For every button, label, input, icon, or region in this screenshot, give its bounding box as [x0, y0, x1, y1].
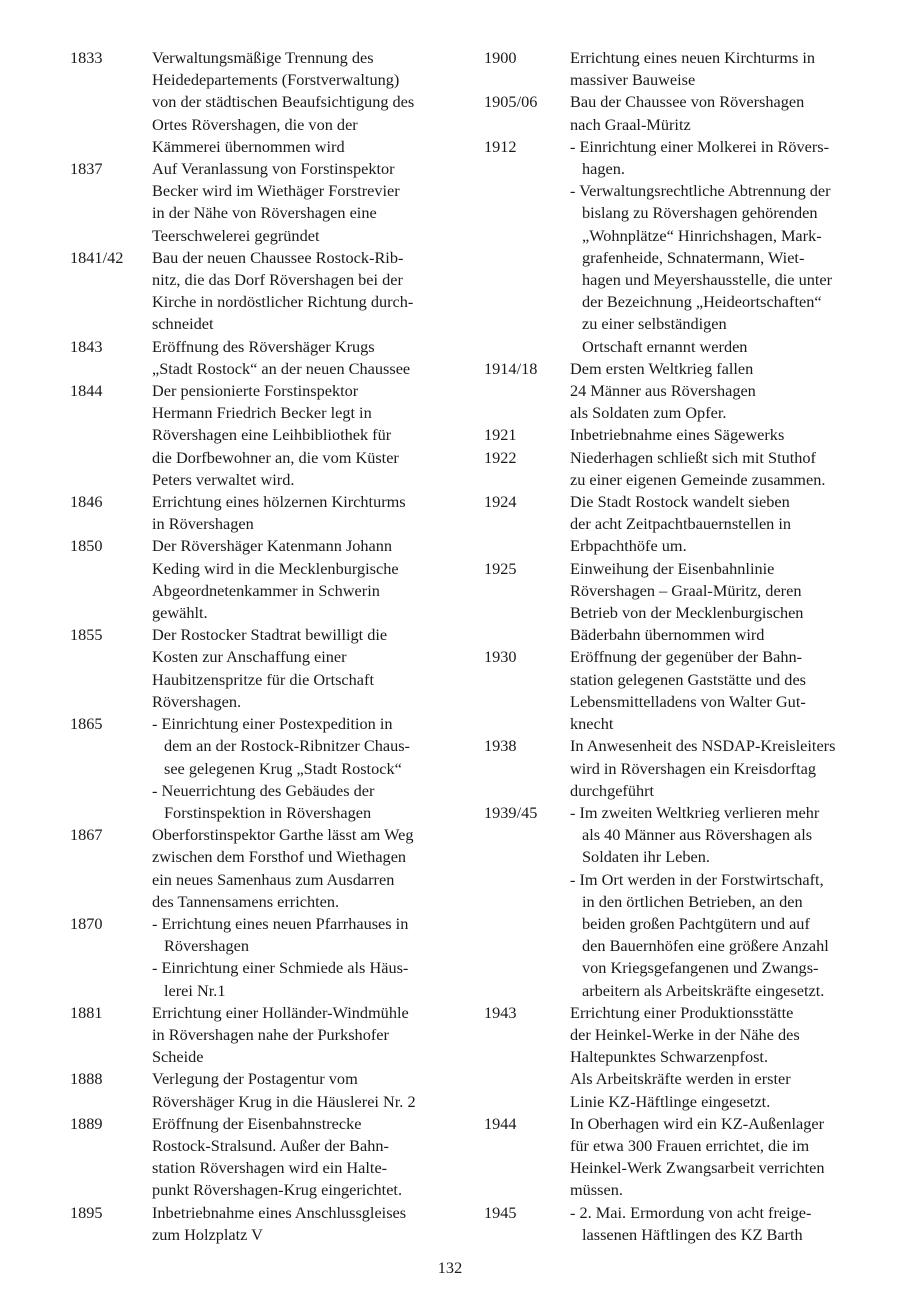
chronology-entry	[484, 91, 884, 135]
text-line: lerei Nr.1	[164, 980, 226, 1000]
entry-text	[570, 447, 884, 491]
text-line: Rövershagen	[164, 936, 249, 956]
entry-year: 1888	[70, 1069, 103, 1089]
text-line: Soldaten ihr Leben.	[582, 847, 710, 867]
chronology-entry	[70, 491, 460, 535]
text-line: - Neuerrichtung des Gebäudes der	[152, 780, 375, 800]
text-line: der acht Zeitpachtbauernstellen in	[570, 514, 792, 534]
text-line: schneidet	[152, 314, 214, 334]
text-line: In Oberhagen wird ein KZ-Außenlager	[570, 1113, 825, 1133]
right-column	[484, 47, 884, 1246]
entry-year: 1843	[70, 336, 103, 356]
entry-text	[570, 136, 884, 358]
text-line: Peters verwaltet wird.	[152, 469, 295, 489]
text-line: Scheide	[152, 1047, 204, 1067]
text-line: nach Graal-Müritz	[570, 114, 691, 134]
text-line: grafenheide, Schnatermann, Wiet-	[582, 247, 805, 267]
entry-year: 1945	[484, 1202, 517, 1222]
text-line: In Anwesenheit des NSDAP-Kreisleiters	[570, 736, 836, 756]
text-line: Verlegung der Postagentur vom	[152, 1069, 358, 1089]
text-line: Becker wird im Wiethäger Forstrevier	[152, 181, 400, 201]
text-line: Als Arbeitskräfte werden in erster	[570, 1069, 791, 1089]
text-line: Verwaltungsmäßige Trennung des	[152, 48, 374, 67]
chronology-entry	[484, 1002, 884, 1113]
text-line: „Stadt Rostock“ an der neuen Chaussee	[152, 358, 411, 378]
entry-text	[570, 491, 884, 558]
entry-paragraph	[570, 1113, 884, 1202]
chronology-entry	[484, 802, 884, 1002]
text-line: der Heinkel-Werke in der Nähe des	[570, 1024, 800, 1044]
chronology-entry	[70, 247, 460, 336]
text-line: zu einer eigenen Gemeinde zusammen.	[570, 469, 826, 489]
entry-year: 1841/42	[70, 247, 124, 267]
chronology-entry	[70, 1002, 460, 1069]
text-line: von der städtischen Beaufsichtigung des	[152, 92, 415, 112]
chronology-entry	[70, 624, 460, 713]
entry-paragraph	[152, 1068, 460, 1112]
text-line: Eröffnung der gegenüber der Bahn-	[570, 647, 803, 667]
entry-text	[152, 713, 460, 824]
text-line: zwischen dem Forsthof und Wiethagen	[152, 847, 407, 867]
text-line: Der pensionierte Forstinspektor	[152, 381, 359, 401]
entry-paragraph	[152, 380, 460, 491]
entry-year: 1924	[484, 492, 517, 512]
text-line: von Kriegsgefangenen und Zwangs-	[582, 958, 819, 978]
entry-year: 1889	[70, 1113, 103, 1133]
text-line: punkt Rövershagen-Krug eingerichtet.	[152, 1180, 403, 1200]
text-line: Inbetriebnahme eines Anschlussgleises	[152, 1202, 407, 1222]
entry-text	[152, 624, 460, 713]
chronology-entry	[70, 1202, 460, 1246]
entry-bullet	[152, 913, 460, 957]
text-line: zum Holzplatz V	[152, 1224, 263, 1244]
entry-paragraph	[570, 558, 884, 647]
entry-year: 1895	[70, 1202, 103, 1222]
entry-paragraph	[152, 535, 460, 624]
entry-text	[570, 802, 884, 1002]
entry-text	[152, 380, 460, 491]
entry-paragraph	[152, 824, 460, 913]
entry-year: 1938	[484, 736, 517, 756]
text-line: Niederhagen schließt sich mit Stuthof	[570, 447, 816, 467]
text-line: in Rövershagen	[152, 514, 254, 534]
text-line: Bäderbahn übernommen wird	[570, 625, 765, 645]
text-line: müssen.	[570, 1180, 623, 1200]
text-line: wird in Rövershagen ein Kreisdorftag	[570, 758, 816, 778]
entry-year: 1912	[484, 136, 517, 156]
entry-bullet	[570, 1202, 884, 1246]
text-line: Auf Veranlassung von Forstinspektor	[152, 159, 395, 179]
chronology-entry	[70, 1068, 460, 1112]
entry-text	[152, 913, 460, 1002]
entry-year: 1925	[484, 558, 517, 578]
text-line: Errichtung eines hölzernen Kirchturms	[152, 492, 406, 512]
chronology-entry	[70, 336, 460, 380]
text-line: Heinkel-Werk Zwangsarbeit verrichten	[570, 1158, 825, 1178]
text-line: in Rövershagen nahe der Purkshofer	[152, 1024, 389, 1044]
entry-bullet	[152, 957, 460, 1001]
text-line: in der Nähe von Rövershagen eine	[152, 203, 377, 223]
entry-year: 1867	[70, 825, 103, 845]
entry-year: 1833	[70, 48, 103, 67]
entry-paragraph	[152, 47, 460, 158]
entry-text	[570, 1002, 884, 1113]
entry-bullet	[570, 180, 884, 358]
text-line: des Tannensamens errichten.	[152, 891, 340, 911]
entry-text	[152, 158, 460, 247]
entry-paragraph	[570, 358, 884, 425]
entry-paragraph	[570, 735, 884, 802]
text-line: bislang zu Rövershagen gehörenden	[582, 203, 818, 223]
text-line: knecht	[570, 714, 614, 734]
entry-paragraph	[152, 1002, 460, 1069]
text-line: massiver Bauweise	[570, 70, 696, 90]
text-line: Der Rövershäger Katenmann Johann	[152, 536, 393, 556]
entry-text	[570, 646, 884, 735]
text-line: die Dorfbewohner an, die vom Küster	[152, 447, 399, 467]
text-line: - Errichtung eines neuen Pfarrhauses in	[152, 913, 409, 933]
text-line: Kämmerei übernommen wird	[152, 136, 345, 156]
text-line: Erbpachthöfe um.	[570, 536, 687, 556]
text-line: als 40 Männer aus Rövershagen als	[582, 825, 813, 845]
text-line: beiden großen Pachtgütern und auf	[582, 913, 810, 933]
text-line: als Soldaten zum Opfer.	[570, 403, 727, 423]
entry-paragraph	[570, 47, 884, 91]
entry-year: 1922	[484, 447, 517, 467]
entry-year: 1930	[484, 647, 517, 667]
chronology-entry	[70, 824, 460, 913]
text-line: Betrieb von der Mecklenburgischen	[570, 603, 804, 623]
entry-paragraph	[570, 646, 884, 735]
text-line: Forstinspektion in Rövershagen	[164, 802, 372, 822]
text-line: Bau der Chaussee von Rövershagen	[570, 92, 805, 112]
text-line: Rövershagen – Graal-Müritz, deren	[570, 580, 802, 600]
text-line: arbeitern als Arbeitskräfte eingesetzt.	[582, 980, 825, 1000]
entry-year: 1844	[70, 381, 103, 401]
chronology-entry	[484, 735, 884, 802]
text-line: - Im Ort werden in der Forstwirtschaft,	[570, 869, 824, 889]
text-line: nitz, die das Dorf Rövershagen bei der	[152, 270, 403, 290]
chronology-entry	[70, 1113, 460, 1202]
entry-paragraph	[570, 447, 884, 491]
entry-text	[570, 47, 884, 91]
entry-year: 1914/18	[484, 358, 538, 378]
entry-year: 1870	[70, 913, 103, 933]
left-column	[70, 47, 460, 1246]
text-line: der Bezeichnung „Heideortschaften“	[582, 292, 822, 312]
entry-year: 1865	[70, 714, 103, 734]
text-line: Rövershagen.	[152, 691, 242, 711]
entry-text	[152, 247, 460, 336]
entry-paragraph	[570, 1002, 884, 1113]
chronology-entry	[484, 47, 884, 91]
entry-paragraph	[570, 91, 884, 135]
text-line: - Verwaltungsrechtliche Abtrennung der	[570, 181, 831, 201]
text-line: - Im zweiten Weltkrieg verlieren mehr	[570, 802, 820, 822]
entry-text	[152, 47, 460, 158]
text-line: Haubitzenspritze für die Ortschaft	[152, 669, 374, 689]
text-line: - 2. Mai. Ermordung von acht freige-	[570, 1202, 812, 1222]
text-line: Oberforstinspektor Garthe lässt am Weg	[152, 825, 414, 845]
text-line: „Wohnplätze“ Hinrichshagen, Mark-	[582, 225, 822, 245]
text-line: Rostock-Stralsund. Außer der Bahn-	[152, 1135, 389, 1155]
text-line: 24 Männer aus Rövershagen	[570, 381, 756, 401]
page-number: 132	[437, 1258, 463, 1277]
entry-paragraph	[152, 247, 460, 336]
text-line: Der Rostocker Stadtrat bewilligt die	[152, 625, 388, 645]
text-line: Teerschwelerei gegründet	[152, 225, 320, 245]
text-line: ein neues Samenhaus zum Ausdarren	[152, 869, 395, 889]
text-line: Errichtung eines neuen Kirchturms in	[570, 48, 816, 67]
entry-paragraph	[152, 624, 460, 713]
entry-text	[152, 1202, 460, 1246]
entry-bullet	[570, 869, 884, 1002]
chronology-entry	[70, 535, 460, 624]
text-line: durchgeführt	[570, 780, 655, 800]
text-line: Kosten zur Anschaffung einer	[152, 647, 347, 667]
chronology-entry	[484, 447, 884, 491]
entry-year: 1921	[484, 425, 517, 445]
chronology-entry	[484, 558, 884, 647]
text-line: Haltepunktes Schwarzenpfost.	[570, 1047, 769, 1067]
entry-bullet	[570, 802, 884, 869]
chronology-entry	[484, 491, 884, 558]
text-line: Kirche in nordöstlicher Richtung durch-	[152, 292, 414, 312]
text-line: Lebensmittelladens von Walter Gut-	[570, 691, 806, 711]
text-line: Errichtung einer Holländer-Windmühle	[152, 1002, 409, 1022]
entry-text	[570, 735, 884, 802]
chronology-entry	[484, 1113, 884, 1202]
entry-text	[570, 424, 884, 446]
chronology-entry	[484, 1202, 884, 1246]
entry-text	[570, 1202, 884, 1246]
text-line: dem an der Rostock-Ribnitzer Chaus-	[164, 736, 410, 756]
text-line: Abgeordnetenkammer in Schwerin	[152, 580, 380, 600]
entry-paragraph	[152, 158, 460, 247]
entry-text	[570, 358, 884, 425]
text-line: - Einrichtung einer Postexpedition in	[152, 714, 393, 734]
entry-text	[152, 1113, 460, 1202]
text-line: Ortes Rövershagen, die von der	[152, 114, 358, 134]
text-line: Linie KZ-Häftlinge eingesetzt.	[570, 1091, 771, 1111]
entry-year: 1855	[70, 625, 103, 645]
chronology-entry	[484, 646, 884, 735]
chronology-entry	[484, 136, 884, 358]
text-line: Hermann Friedrich Becker legt in	[152, 403, 372, 423]
chronology-entry	[484, 424, 884, 446]
text-line: station gelegenen Gaststätte und des	[570, 669, 807, 689]
entry-year: 1905/06	[484, 92, 538, 112]
entry-text	[570, 558, 884, 647]
text-line: hagen und Meyershausstelle, die unter	[582, 270, 833, 290]
text-line: Rövershäger Krug in die Häuslerei Nr. 2	[152, 1091, 416, 1111]
text-line: Ortschaft ernannt werden	[582, 336, 748, 356]
text-line: in den örtlichen Betrieben, an den	[582, 891, 803, 911]
entry-text	[152, 1002, 460, 1069]
entry-year: 1850	[70, 536, 103, 556]
entry-paragraph	[570, 424, 884, 446]
text-line: Bau der neuen Chaussee Rostock-Rib-	[152, 247, 404, 267]
text-line: Rövershagen eine Leihbibliothek für	[152, 425, 392, 445]
text-line: hagen.	[582, 159, 625, 179]
entry-text	[152, 1068, 460, 1112]
text-line: Die Stadt Rostock wandelt sieben	[570, 492, 790, 512]
text-line: - Einrichtung einer Molkerei in Rövers-	[570, 136, 830, 156]
chronology-entry	[70, 913, 460, 1002]
chronology-entry	[70, 380, 460, 491]
entry-paragraph	[152, 336, 460, 380]
text-line: Inbetriebnahme eines Sägewerks	[570, 425, 785, 445]
text-line: zu einer selbständigen	[582, 314, 727, 334]
text-line: Heidedepartements (Forstverwaltung)	[152, 70, 400, 90]
entry-year: 1837	[70, 159, 103, 179]
text-line: lassenen Häftlingen des KZ Barth	[582, 1224, 803, 1244]
text-line: station Rövershagen wird ein Halte-	[152, 1158, 388, 1178]
entry-text	[570, 1113, 884, 1202]
chronology-entry	[70, 158, 460, 247]
entry-text	[152, 535, 460, 624]
entry-year: 1846	[70, 492, 103, 512]
chronology-entry	[70, 47, 460, 158]
entry-bullet	[152, 780, 460, 824]
text-line: - Einrichtung einer Schmiede als Häus-	[152, 958, 409, 978]
text-line: Eröffnung der Eisenbahnstrecke	[152, 1113, 362, 1133]
entry-year: 1881	[70, 1002, 103, 1022]
entry-paragraph	[570, 491, 884, 558]
entry-year: 1943	[484, 1002, 517, 1022]
text-line: gewählt.	[152, 603, 208, 623]
entry-year: 1939/45	[484, 802, 538, 822]
text-line: see gelegenen Krug „Stadt Rostock“	[164, 758, 402, 778]
text-line: den Bauernhöfen eine größere Anzahl	[582, 936, 829, 956]
text-line: Eröffnung des Rövershäger Krugs	[152, 336, 375, 356]
text-line: Einweihung der Eisenbahnlinie	[570, 558, 775, 578]
entry-paragraph	[152, 1113, 460, 1202]
entry-text	[152, 336, 460, 380]
entry-text	[152, 824, 460, 913]
entry-paragraph	[152, 1202, 460, 1246]
entry-year: 1944	[484, 1113, 517, 1133]
chronology-entry	[70, 713, 460, 824]
entry-paragraph	[152, 491, 460, 535]
entry-year: 1900	[484, 48, 517, 67]
text-line: Dem ersten Weltkrieg fallen	[570, 358, 754, 378]
chronology-entry	[484, 358, 884, 425]
entry-text	[152, 491, 460, 535]
text-line: Keding wird in die Mecklenburgische	[152, 558, 399, 578]
entry-bullet	[152, 713, 460, 780]
text-line: für etwa 300 Frauen errichtet, die im	[570, 1135, 810, 1155]
entry-bullet	[570, 136, 884, 180]
text-line: Errichtung einer Produktionsstätte	[570, 1002, 794, 1022]
entry-text	[570, 91, 884, 135]
